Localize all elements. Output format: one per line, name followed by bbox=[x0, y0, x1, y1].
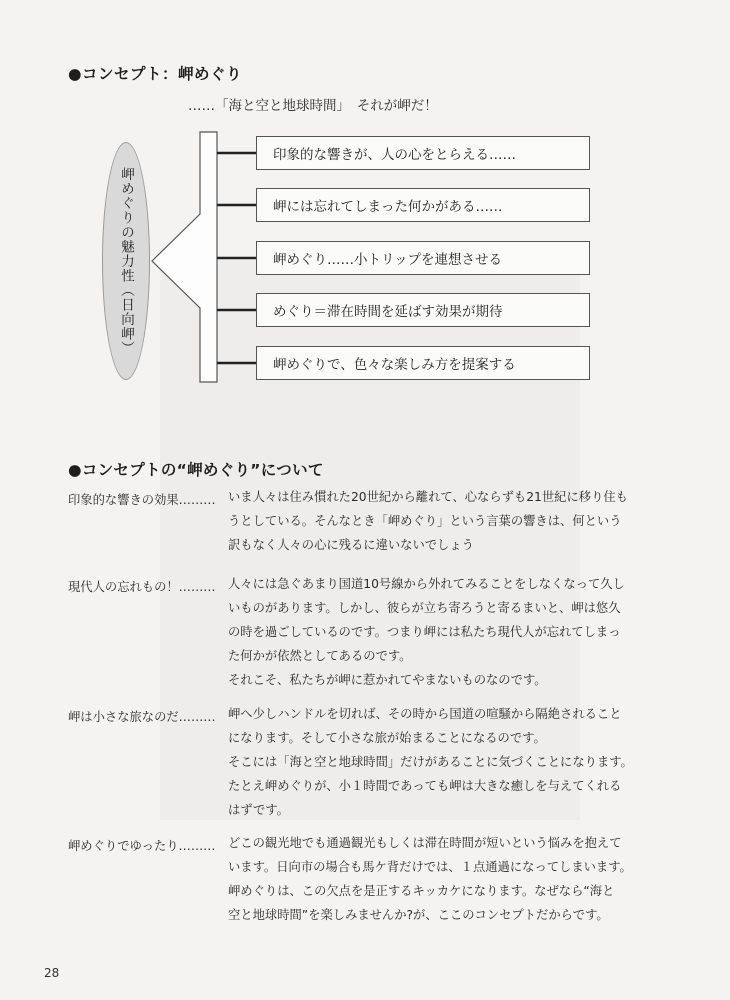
arrow-bracket bbox=[152, 132, 217, 382]
section-label: 岬めぐりでゆったり……… bbox=[68, 839, 216, 853]
appeal-box-3: 岬めぐり……小トリップを連想させる bbox=[256, 241, 590, 275]
section-line: います。日向市の場合も馬ケ背だけでは、１点通過になってしまいます。 bbox=[228, 860, 632, 874]
section-line: どこの観光地でも通過観光もしくは滞在時間が短いという悩みを抱えて bbox=[228, 836, 622, 850]
concept-diagram bbox=[0, 0, 730, 400]
section-line: 岬へ少しハンドルを切れば、その時から国道の喧騒から隔絶されること bbox=[228, 707, 622, 721]
concept-heading: ●コンセプト：岬めぐり bbox=[68, 65, 243, 83]
about-heading: ●コンセプトの“岬めぐり”について bbox=[68, 461, 324, 479]
section-label: 岬は小さな旅なのだ……… bbox=[68, 710, 216, 724]
section-line: いものがあります。しかし、彼らが立ち寄ろうと寄るまいと、岬は悠久 bbox=[228, 601, 621, 615]
appeal-box-2: 岬には忘れてしまった何かがある…… bbox=[256, 188, 590, 222]
section-label: 現代人の忘れもの！……… bbox=[68, 580, 216, 594]
section-line: の時を過ごしているのです。つまり岬には私たち現代人が忘れてしまっ bbox=[228, 625, 621, 639]
section-line: そこには「海と空と地球時間」だけがあることに気づくことになります。 bbox=[228, 755, 633, 769]
section-line: 空と地球時間”を楽しみませんか?が、ここのコンセプトだからです。 bbox=[228, 908, 609, 922]
section-line: いま人々は住み慣れた20世紀から離れて、心ならずも21世紀に移り住も bbox=[228, 490, 628, 504]
section-line: になります。そして小さな旅が始まることになるのです。 bbox=[228, 731, 546, 745]
appeal-oval bbox=[102, 142, 150, 380]
appeal-box-5: 岬めぐりで、色々な楽しみ方を提案する bbox=[256, 346, 590, 380]
section-line: それこそ、私たちが岬に惹かれてやまないものなのです。 bbox=[228, 673, 547, 687]
appeal-box-4: めぐり＝滞在時間を延ばす効果が期待 bbox=[256, 293, 590, 327]
section-line: うとしている。そんなとき「岬めぐり」という言葉の響きは、何という bbox=[228, 514, 622, 528]
section-line: 人々には急ぐあまり国道10号線から外れてみることをしなくなって久し bbox=[228, 577, 625, 591]
section-line: 訳もなく人々の心に残るに違いないでしょう bbox=[228, 538, 474, 552]
appeal-box-1: 印象的な響きが、人の心をとらえる…… bbox=[256, 136, 590, 170]
section-line: た何かが依然としてあるのです。 bbox=[228, 649, 412, 663]
concept-tagline: ……「海と空と地球時間」 それが岬だ！ bbox=[188, 98, 438, 114]
section-line: たとえ岬めぐりが、小１時間であっても岬は大きな癒しを与えてくれる bbox=[228, 779, 622, 793]
page-number: 28 bbox=[44, 966, 60, 980]
section-label: 印象的な響きの効果……… bbox=[68, 493, 216, 507]
section-line: はずです。 bbox=[228, 803, 289, 817]
oval-label: 岬めぐりの魅力性（日向岬） bbox=[118, 166, 134, 356]
section-line: 岬めぐりは、この欠点を是正するキッカケになります。なぜなら“海と bbox=[228, 884, 615, 898]
